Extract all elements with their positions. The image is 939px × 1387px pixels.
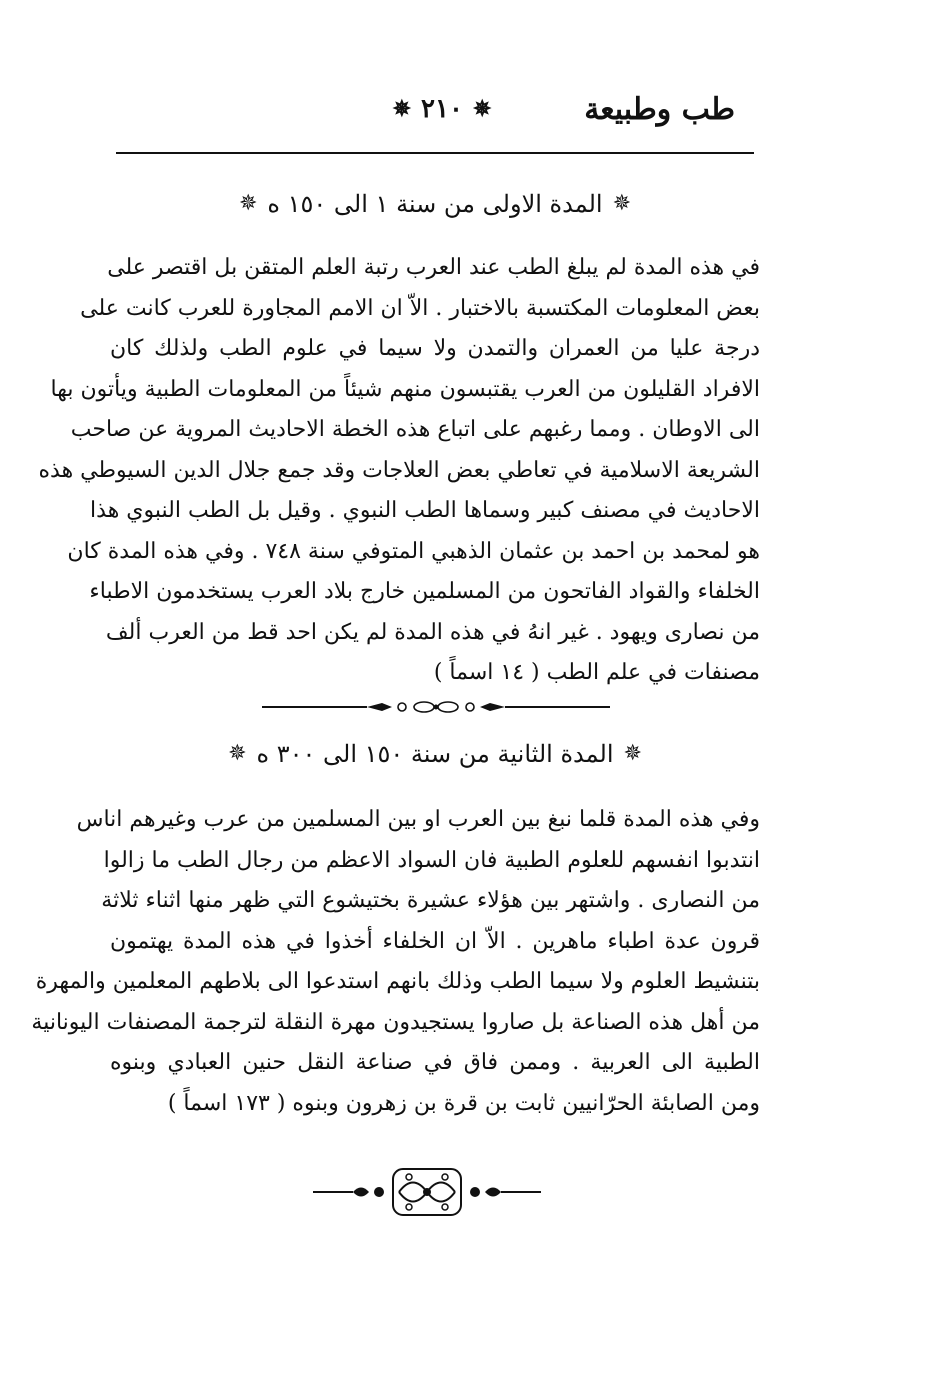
section-1-paragraph <box>38 248 760 694</box>
section-heading-text: المدة الاولى من سنة ١ الى ١٥٠ ه <box>267 190 603 218</box>
section-2-paragraph <box>31 800 760 1124</box>
text-line: وفي هذه المدة قلما نبغ بين العرب او بين المسلمين من عرب وغيرهم اناس <box>76 807 760 832</box>
text-line: الى الاوطان . ومما رغبهم على اتباع هذه الخطة الاحاديث المروية عن صاحب <box>70 417 760 442</box>
text-line: درجة عليا من العمران والتمدن ولا سيما في علوم الطب ولذلك كان <box>110 336 760 361</box>
page-number-text: ٢١٠ <box>421 94 463 124</box>
running-header-title: طب وطبيعة <box>584 92 735 127</box>
asterisk-ornament-icon: ✵ <box>472 96 492 122</box>
text-line: بتنشيط العلوم ولا سيما الطب وذلك بانهم استدعوا الى بلاطهم المعلمين والمهرة <box>35 969 760 994</box>
section-divider-ornament <box>262 697 610 717</box>
asterisk-ornament-icon: ✵ <box>623 741 642 766</box>
text-line: الخلفاء والقواد الفاتحون من المسلمين خارج بلاد العرب يستخدمون الاطباء <box>89 579 760 604</box>
text-line: من النصارى . واشتهر بين هؤلاء عشيرة بختيشوع التي ظهر منها اثناء ثلاثة <box>101 888 760 913</box>
text-line: من نصارى ويهود . غير انهُ في هذه المدة لم يكن احد قط من العرب ألف <box>105 619 760 645</box>
section-heading-text: المدة الثانية من سنة ١٥٠ الى ٣٠٠ ه <box>256 740 614 768</box>
asterisk-ornament-icon: ✵ <box>228 741 247 766</box>
asterisk-ornament-icon: ✵ <box>238 191 258 216</box>
header-rule <box>116 152 754 154</box>
text-line: بعض المعلومات المكتسبة بالاختبار . الاّ ان الامم المجاورة للعرب كانت على <box>80 295 760 321</box>
end-of-page-ornament <box>313 1163 541 1221</box>
section-heading-1 <box>116 190 754 218</box>
asterisk-ornament-icon: ✵ <box>392 96 412 122</box>
text-line: من أهل هذه الصناعة بل صاروا يستجيدون مهرة النقلة لترجمة المصنفات اليونانية <box>31 1009 760 1035</box>
text-line: الشريعة الاسلامية في تعاطي بعض العلاجات وقد جمع جلال الدين السيوطي هذه <box>38 457 760 483</box>
text-line: مصنفات في علم الطب ( ١٤ اسماً ) <box>433 660 760 685</box>
text-line: الافراد القليلون من العرب يقتبسون منهم شيئاً من المعلومات الطبية ويأتون بها <box>50 376 760 402</box>
text-line: انتدبوا انفسهم للعلوم الطبية فان السواد الاعظم من رجال الطب ما زالوا <box>103 847 760 873</box>
text-line: هو لمحمد بن احمد بن عثمان الذهبي المتوفي سنة ٧٤٨ . وفي هذه المدة كان <box>67 538 760 564</box>
section-heading-2 <box>116 740 754 768</box>
asterisk-ornament-icon: ✵ <box>612 191 632 216</box>
page-number <box>382 94 502 124</box>
text-line: في هذه المدة لم يبلغ الطب عند العرب رتبة العلم المتقن بل اقتصر على <box>107 255 760 280</box>
text-line: قرون عدة اطباء ماهرين . الاّ ان الخلفاء أخذوا في هذه المدة يهتمون <box>110 928 760 954</box>
text-line: الاحاديث في مصنف كبير وسماها الطب النبوي . وقيل بل الطب النبوي هذا <box>90 498 760 523</box>
text-line: ومن الصابئة الحرّانيين ثابت بن قرة بن زهرون وبنوه ( ١٧٣ اسماً ) <box>167 1090 760 1116</box>
text-line: الطبية الى العربية . وممن فاق في صناعة النقل حنين العبادي وبنوه <box>110 1050 760 1075</box>
